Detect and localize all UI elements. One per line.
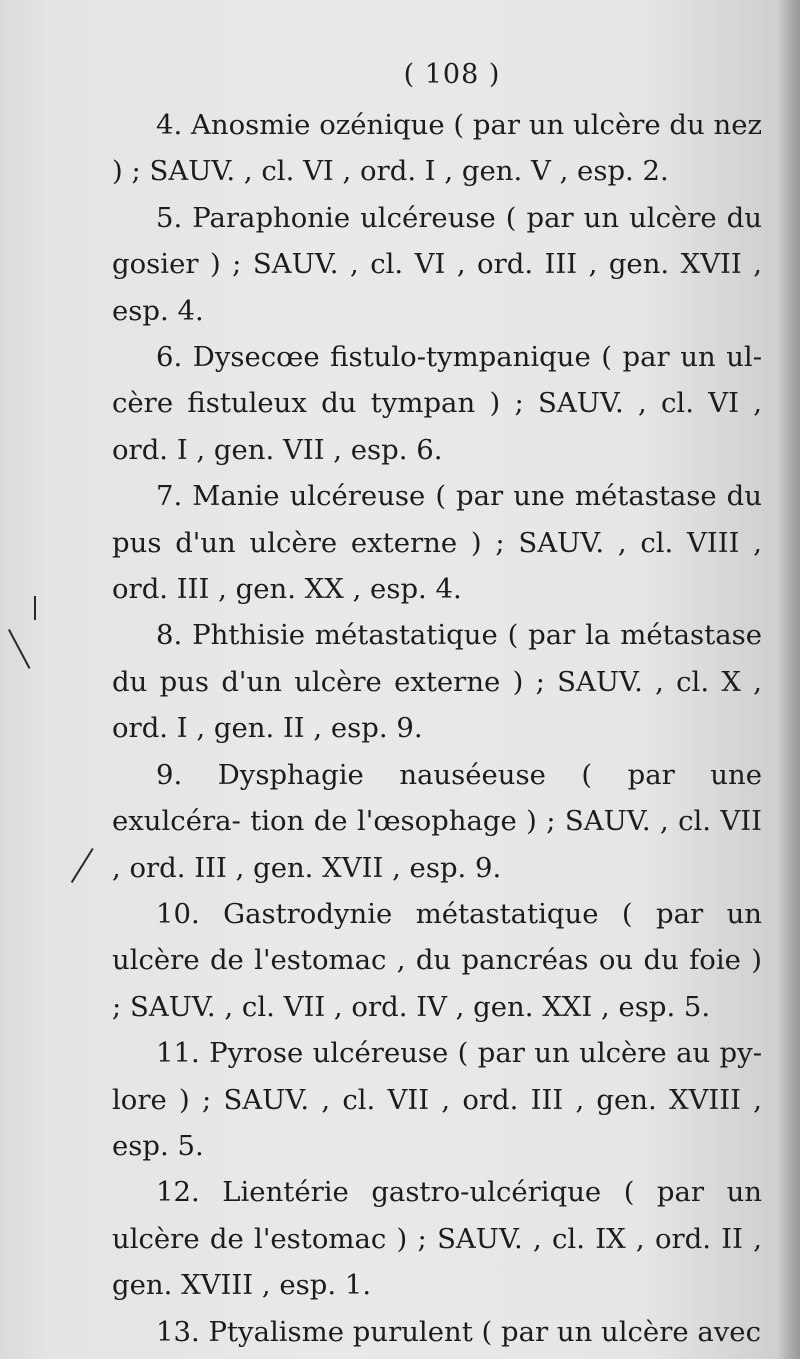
entry-line: gen. XVII , esp. 9. xyxy=(253,851,502,884)
page-number: ( 108 ) xyxy=(403,59,501,90)
entry-line: 12. Lientérie gastro-ulcérique ( par un ulcère xyxy=(112,1176,762,1255)
entry-line: ord. III , gen. XX , esp. 4. xyxy=(112,573,462,606)
entry-line: 9. Dysphagie nauséeuse ( par une exulcéra- xyxy=(112,758,762,838)
entry-line: lore ) ; SAUV. , cl. VII , ord. III , gen. XVIII , xyxy=(112,1083,762,1116)
entry-line: pus d'un ulcère externe ) ; SAUV. , cl. VIII , xyxy=(112,526,762,559)
margin-mark xyxy=(34,596,36,620)
entry-13 xyxy=(112,1309,762,1355)
entry-line: I , gen. VII , esp. 6. xyxy=(176,433,443,466)
entry-line: de l'estomac , du pancréas ou du foie ) ; SAUV. , xyxy=(112,944,762,1023)
entry-line: ord. I , gen. II , esp. 9. xyxy=(112,712,423,745)
entry-5 xyxy=(112,195,762,334)
entry-line: esp. 5. xyxy=(112,1129,204,1162)
entry-line: de l'estomac ) ; SAUV. , cl. IX , ord. II , gen. xyxy=(112,1222,763,1302)
entry-line: 13. Ptyalisme purulent ( par un ulcère avec xyxy=(156,1315,761,1348)
entry-line: 4. Anosmie ozénique ( par un ulcère du nez ) ; xyxy=(112,109,762,188)
page-gutter-shadow xyxy=(778,0,800,1359)
entry-line: cère fistuleux du tympan ) ; SAUV. , cl. VI , ord. xyxy=(112,387,762,466)
entry-line: esp. 4. xyxy=(112,294,204,327)
entry-line: tion de l'œsophage ) ; SAUV. , cl. VII , ord. III , xyxy=(112,805,762,884)
entry-line: 5. Paraphonie ulcéreuse ( par un ulcère du xyxy=(156,201,762,234)
entry-line: 11. Pyrose ulcéreuse ( par un ulcère au py- xyxy=(156,1037,762,1070)
entry-4 xyxy=(112,102,762,195)
entry-7 xyxy=(112,473,762,612)
entry-line: du pus d'un ulcère externe ) ; SAUV. , cl. X , xyxy=(112,665,762,698)
entry-12 xyxy=(112,1169,762,1308)
entry-line: XVIII , esp. 1. xyxy=(181,1269,372,1302)
entry-6 xyxy=(112,334,762,473)
entry-line: SAUV. , cl. VI , ord. I , gen. V , esp. 2. xyxy=(149,155,669,188)
entry-line: 7. Manie ulcéreuse ( par une métastase du xyxy=(156,480,762,513)
entry-line: 8. Phthisie métastatique ( par la métastase xyxy=(156,619,762,652)
entry-9 xyxy=(112,752,762,891)
entry-line: 6. Dysecœe fistulo-tympanique ( par un ul- xyxy=(156,341,762,374)
entry-line: 10. Gastrodynie métastatique ( par un ulcère xyxy=(112,897,762,977)
margin-mark xyxy=(8,629,30,669)
page-text xyxy=(112,48,762,1355)
margin-mark xyxy=(71,848,93,883)
entry-8 xyxy=(112,612,762,751)
entry-10 xyxy=(112,891,762,1030)
entry-line: gosier ) ; SAUV. , cl. VI , ord. III , gen. XVII , xyxy=(112,248,762,281)
entry-11 xyxy=(112,1030,762,1169)
entry-line: cl. VII , ord. IV , gen. XXI , esp. 5. xyxy=(241,990,711,1023)
